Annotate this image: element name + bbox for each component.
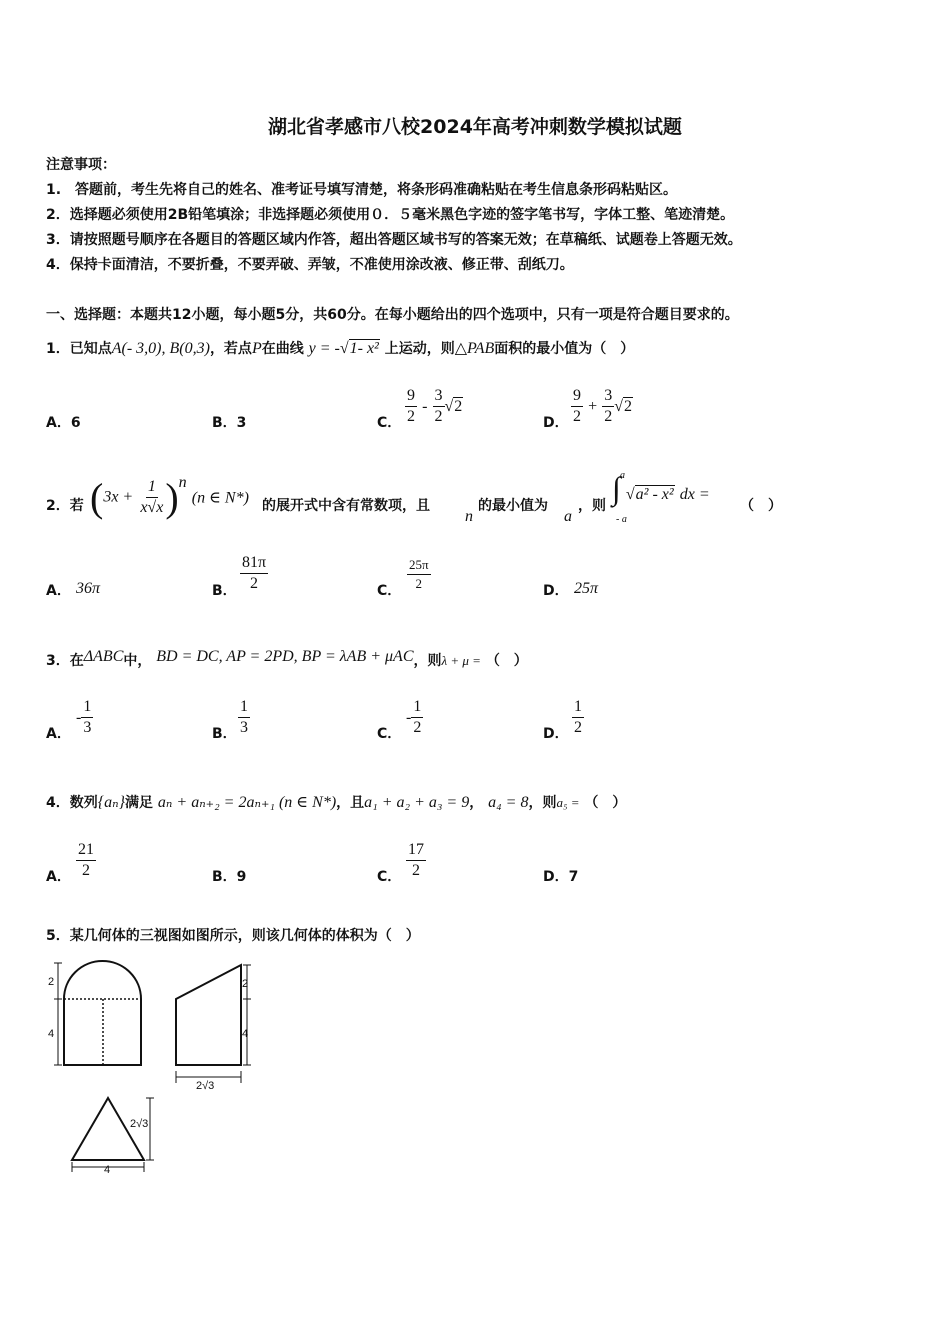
question-4: 4．数列{aₙ}满足 aₙ + aₙ₊₂ = 2aₙ₊₁ (n ∈ N*)，且a₁ + a₂ + a₃ = 9， a₄ = 8，则a₅ = （ ） <box>46 794 627 811</box>
q1-option-c[interactable]: C． <box>377 415 402 431</box>
q1-text-5: 面积的最小值为（ ） <box>494 341 635 357</box>
q2-option-c[interactable]: C． <box>377 583 402 599</box>
side-dim-width: 2√3 <box>196 1080 215 1092</box>
q2-text-3: 的最小值为 <box>478 498 548 514</box>
q1-math-radicand: 1- x² <box>349 340 379 357</box>
page-title: 湖北省孝感市八校2024年高考冲刺数学模拟试题 <box>268 116 682 138</box>
q2-text-5: （ ） <box>740 498 782 514</box>
q3-option-b-value: $\frac{1}{3}$ <box>240 698 248 736</box>
q3-option-d-value: $\frac{1}{2}$ <box>574 698 582 736</box>
q3-option-d[interactable]: D． <box>543 726 569 742</box>
q2-option-a[interactable]: A． <box>46 583 71 599</box>
q1-text-1: 1．已知点 <box>46 341 112 357</box>
front-dim-4: 4 <box>48 1028 55 1040</box>
q2-option-a-value: 36π <box>76 580 101 597</box>
q1-math-curve: y = - <box>308 340 340 357</box>
q4-math-a5: a₅ = <box>556 795 580 810</box>
notice-item-3: 3．请按照题号顺序在各题目的答题区域内作答，超出答题区域书写的答案无效；在草稿纸、试题卷上答题无效。 <box>46 232 742 248</box>
q2-option-d[interactable]: D． <box>543 583 569 599</box>
front-dim-2: 2 <box>48 976 55 988</box>
q1-option-d-value: $\frac{9}{2}$ + $\frac{3}{2}$ √2 <box>573 387 632 425</box>
q3-math-sum: λ + μ = <box>441 653 481 668</box>
q1-math-points: A(- 3,0), B(0,3) <box>111 340 210 357</box>
q1-text-2: ，若点 <box>209 341 252 357</box>
q1-text-4: 上运动，则 <box>384 341 455 357</box>
q3-option-c[interactable]: C． <box>377 726 402 742</box>
q1-option-a[interactable]: A．6 <box>46 415 81 431</box>
q3-math-vectors: BD = DC, AP = 2PD, BP = λAB + μAC <box>156 648 414 665</box>
q1-option-b[interactable]: B．3 <box>212 415 247 431</box>
q3-option-a[interactable]: A． <box>46 726 71 742</box>
question-3: 3．在ΔABC中， BD = DC, AP = 2PD, BP = λAB + μAC，则λ + μ = （ ） <box>46 648 528 669</box>
q1-option-c-value: $\frac{9}{2}$ - $\frac{3}{2}$ √2 <box>407 387 463 425</box>
side-view-shape <box>176 965 241 1065</box>
q2-math-n: n <box>465 508 473 525</box>
notice-item-2: 2．选择题必须使用2B铅笔填涂；非选择题必须使用０．５毫米黑色字迹的签字笔书写，字体工整、笔迹清楚。 <box>46 207 735 223</box>
q3-option-c-value: - $\frac{1}{2}$ <box>406 698 422 736</box>
q4-math-sum: a₁ + a₂ + a₃ = 9 <box>364 794 470 811</box>
q2-option-b[interactable]: B． <box>212 583 237 599</box>
q1-math-p: P <box>251 340 262 357</box>
q4-math-a4: a₄ = 8 <box>488 794 529 811</box>
q3-math-triangle: ΔABC <box>83 648 124 665</box>
q4-math-seq: {aₙ} <box>97 794 126 811</box>
q4-option-a-value: $\frac{21}{2}$ <box>78 841 94 879</box>
q4-option-c-value: $\frac{17}{2}$ <box>408 841 424 879</box>
q2-option-b-value: $\frac{81\pi}{2}$ <box>242 554 267 592</box>
q2-text-2: 的展开式中含有常数项，且 <box>262 498 430 514</box>
q3-option-b[interactable]: B． <box>212 726 237 742</box>
q2-option-c-value: $\frac{25\pi}{2}$ <box>409 557 429 591</box>
three-view-figure <box>46 955 266 1175</box>
notice-heading: 注意事项： <box>46 157 116 173</box>
q2-math-a: a <box>564 508 572 525</box>
notice-item-1: 1. 答题前，考生先将自己的姓名、准考证号填写清楚，将条形码准确粘贴在考生信息条形码粘贴区。 <box>46 182 678 198</box>
q1-option-d[interactable]: D． <box>543 415 569 431</box>
q3-option-a-value: - $\frac{1}{3}$ <box>76 698 92 736</box>
notice-item-4: 4．保持卡面清洁，不要折叠，不要弄破、弄皱，不准使用涂改液、修正带、刮纸刀。 <box>46 257 574 273</box>
side-dim-2: 2 <box>242 978 249 990</box>
q1-math-triangle: △PAB <box>454 340 495 357</box>
q4-option-a[interactable]: A． <box>46 869 71 885</box>
q2-binomial: (3x + $\frac{1}{x√x}$ )$^n$ (n ∈ N*) <box>90 474 249 520</box>
question-1: 1．已知点A(- 3,0), B(0,3)，若点P在曲线 y = -√1- x² 上运动，则△PAB面积的最小值为（ ） <box>46 340 635 357</box>
q4-option-d[interactable]: D．7 <box>543 869 579 885</box>
q4-option-c[interactable]: C． <box>377 869 402 885</box>
question-5: 5．某几何体的三视图如图所示，则该几何体的体积为（ ） <box>46 928 420 944</box>
section-heading: 一、选择题：本题共12小题，每小题5分，共60分。在每小题给出的四个选项中，只有一项是符合题目要求的。 <box>46 307 739 323</box>
top-dim-base: 4 <box>104 1164 111 1175</box>
q4-math-relation: aₙ + aₙ₊₂ = 2aₙ₊₁ (n ∈ N*) <box>157 794 337 811</box>
q4-option-b[interactable]: B．9 <box>212 869 247 885</box>
q2-label: 2．若 <box>46 498 84 514</box>
q1-text-3: 在曲线 <box>261 341 304 357</box>
q2-option-d-value: 25π <box>574 580 599 597</box>
q2-text-4: ，则 <box>578 498 606 514</box>
side-dim-4: 4 <box>242 1028 249 1040</box>
top-dim-height: 2√3 <box>130 1118 149 1130</box>
q2-integral: ∫ a - a √a² - x² dx = <box>612 470 710 525</box>
